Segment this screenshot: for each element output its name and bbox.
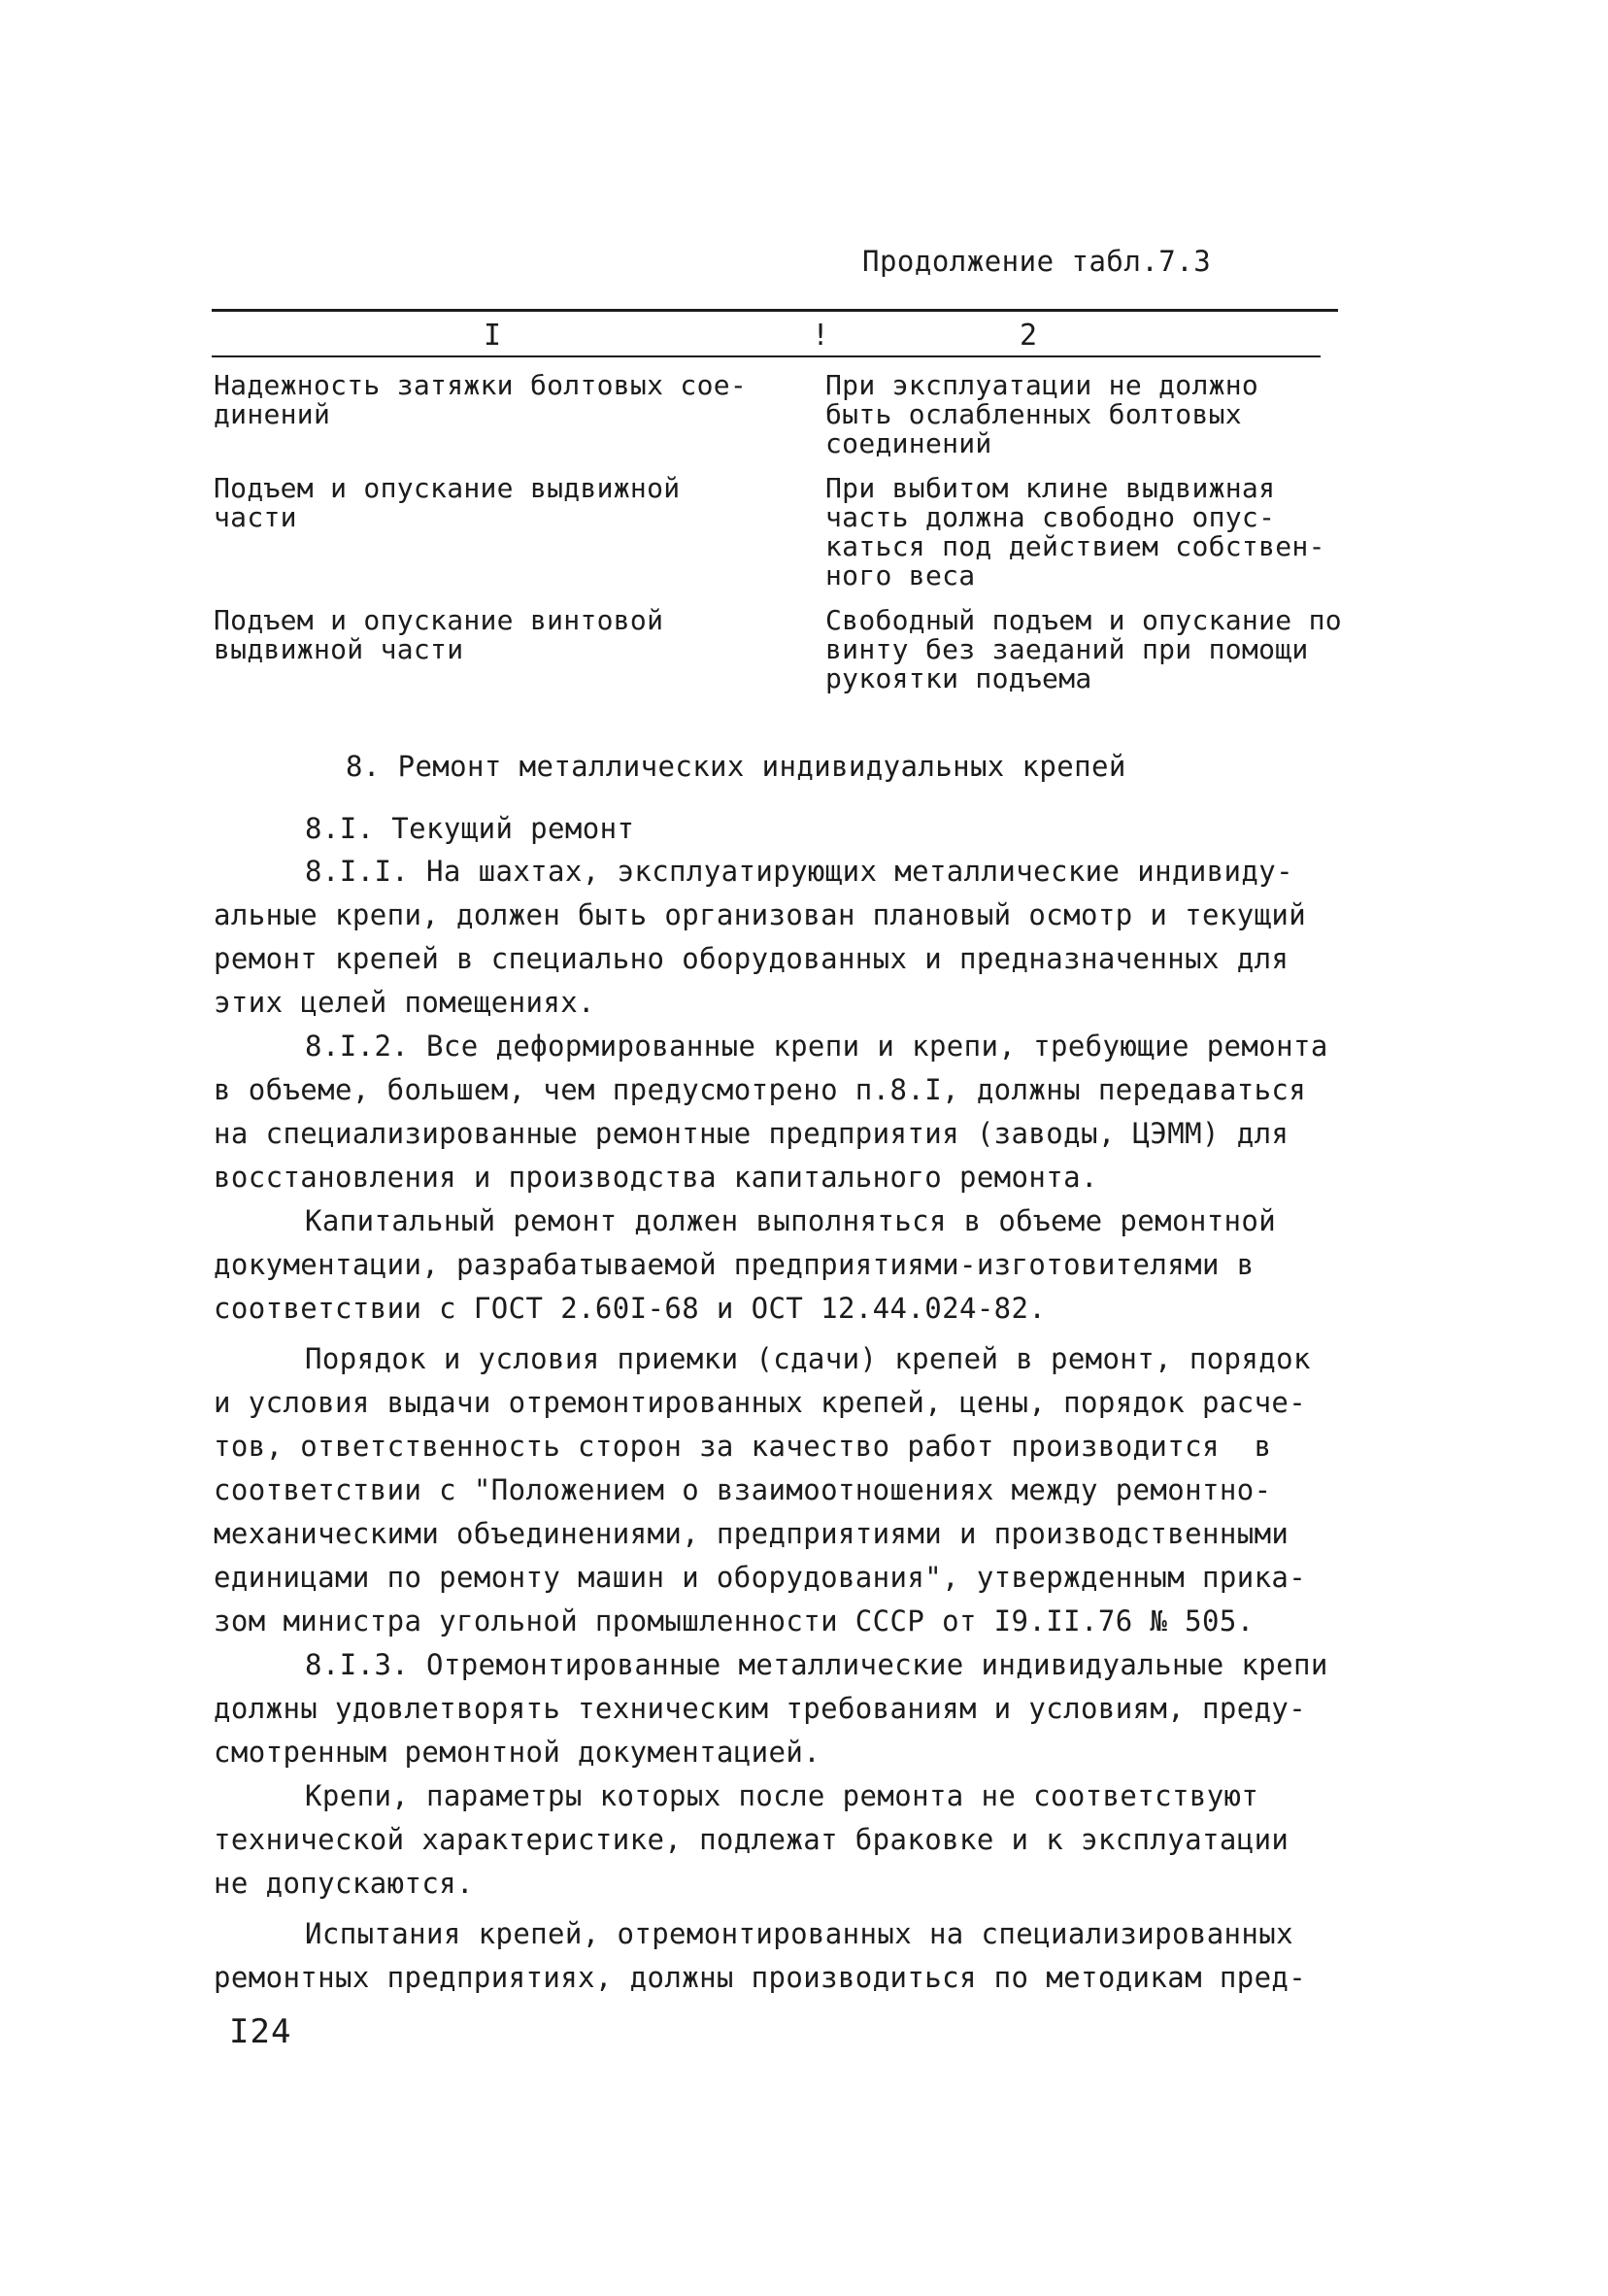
body-line: смотренным ремонтной документацией. — [214, 1736, 821, 1769]
body-line: Испытания крепей, отремонтированных на специализированных — [305, 1917, 1293, 1950]
body-line: ремонт крепей в специально оборудованных и предназначенных для — [214, 942, 1290, 975]
table-row-1-right: При эксплуатации не должно быть ослабленных болтовых соединений — [825, 369, 1259, 459]
table-row-2-left: Подъем и опускание выдвижной части — [214, 472, 681, 533]
table-row-2-right: При выбитом клине выдвижная часть должна свободно опус- каться под действием собствен- ного веса — [825, 472, 1325, 591]
table-column-separator: ! — [812, 319, 830, 353]
body-line: должны удовлетворять техническим требованиям и условиям, преду- — [214, 1692, 1307, 1725]
table-column-2-header: 2 — [1020, 319, 1038, 353]
body-line: документации, разрабатываемой предприятиями-изготовителями в — [214, 1248, 1255, 1281]
body-line: тов, ответственность сторон за качество работ производится в — [214, 1430, 1272, 1463]
body-line: на специализированные ремонтные предприятия (заводы, ЦЭММ) для — [214, 1117, 1290, 1150]
subsection-title: 8.I. Текущий ремонт — [305, 812, 635, 845]
body-line: 8.I.I. На шахтах, эксплуатирующих металлические индивиду- — [305, 855, 1293, 888]
body-line: 8.I.3. Отремонтированные металлические индивидуальные крепи — [305, 1648, 1328, 1681]
body-line: зом министра угольной промышленности СССР от I9.II.76 № 505. — [214, 1604, 1255, 1638]
table-header-rule — [212, 355, 1321, 357]
body-line: альные крепи, должен быть организован плановый осмотр и текущий — [214, 898, 1307, 931]
body-line: 8.I.2. Все деформированные крепи и крепи, требующие ремонта — [305, 1030, 1328, 1063]
table-row-3-left: Подъем и опускание винтовой выдвижной части — [214, 604, 664, 665]
body-line: соответствии с "Положением о взаимоотношениях между ремонтно- — [214, 1473, 1272, 1506]
body-line: Порядок и условия приемки (сдачи) крепей в ремонт, порядок — [305, 1342, 1311, 1375]
body-line: Капитальный ремонт должен выполняться в объеме ремонтной — [305, 1204, 1277, 1237]
body-line: этих целей помещениях. — [214, 986, 595, 1019]
table-top-rule — [212, 309, 1338, 312]
body-line: механическими объединениями, предприятиями и производственными — [214, 1517, 1290, 1550]
page-number: I24 — [229, 2012, 292, 2051]
body-line: соответствии с ГОСТ 2.60I-68 и ОСТ 12.44.024-82. — [214, 1292, 1047, 1325]
table-row-1-left: Надежность затяжки болтовых сое- динений — [214, 369, 748, 430]
body-line: восстановления и производства капитального ремонта. — [214, 1161, 1098, 1194]
table-continuation-label: Продолжение табл.7.3 — [862, 245, 1212, 278]
section-title: 8. Ремонт металлических индивидуальных крепей — [346, 750, 1126, 783]
body-line: не допускаются. — [214, 1867, 474, 1900]
body-line: технической характеристике, подлежат браковке и к эксплуатации — [214, 1823, 1290, 1856]
body-line: Крепи, параметры которых после ремонта не соответствуют — [305, 1779, 1259, 1812]
body-line: единицами по ремонту машин и оборудования", утвержденным прика- — [214, 1561, 1307, 1594]
table-row-3-right: Свободный подъем и опускание по винту без заеданий при помощи рукоятки подъема — [825, 604, 1342, 694]
body-line: ремонтных предприятиях, должны производиться по методикам пред- — [214, 1961, 1307, 1994]
body-line: в объеме, большем, чем предусмотрено п.8.I, должны передаваться — [214, 1073, 1307, 1106]
body-line: и условия выдачи отремонтированных крепей, цены, порядок расче- — [214, 1386, 1307, 1419]
table-column-1-header: I — [484, 319, 502, 353]
